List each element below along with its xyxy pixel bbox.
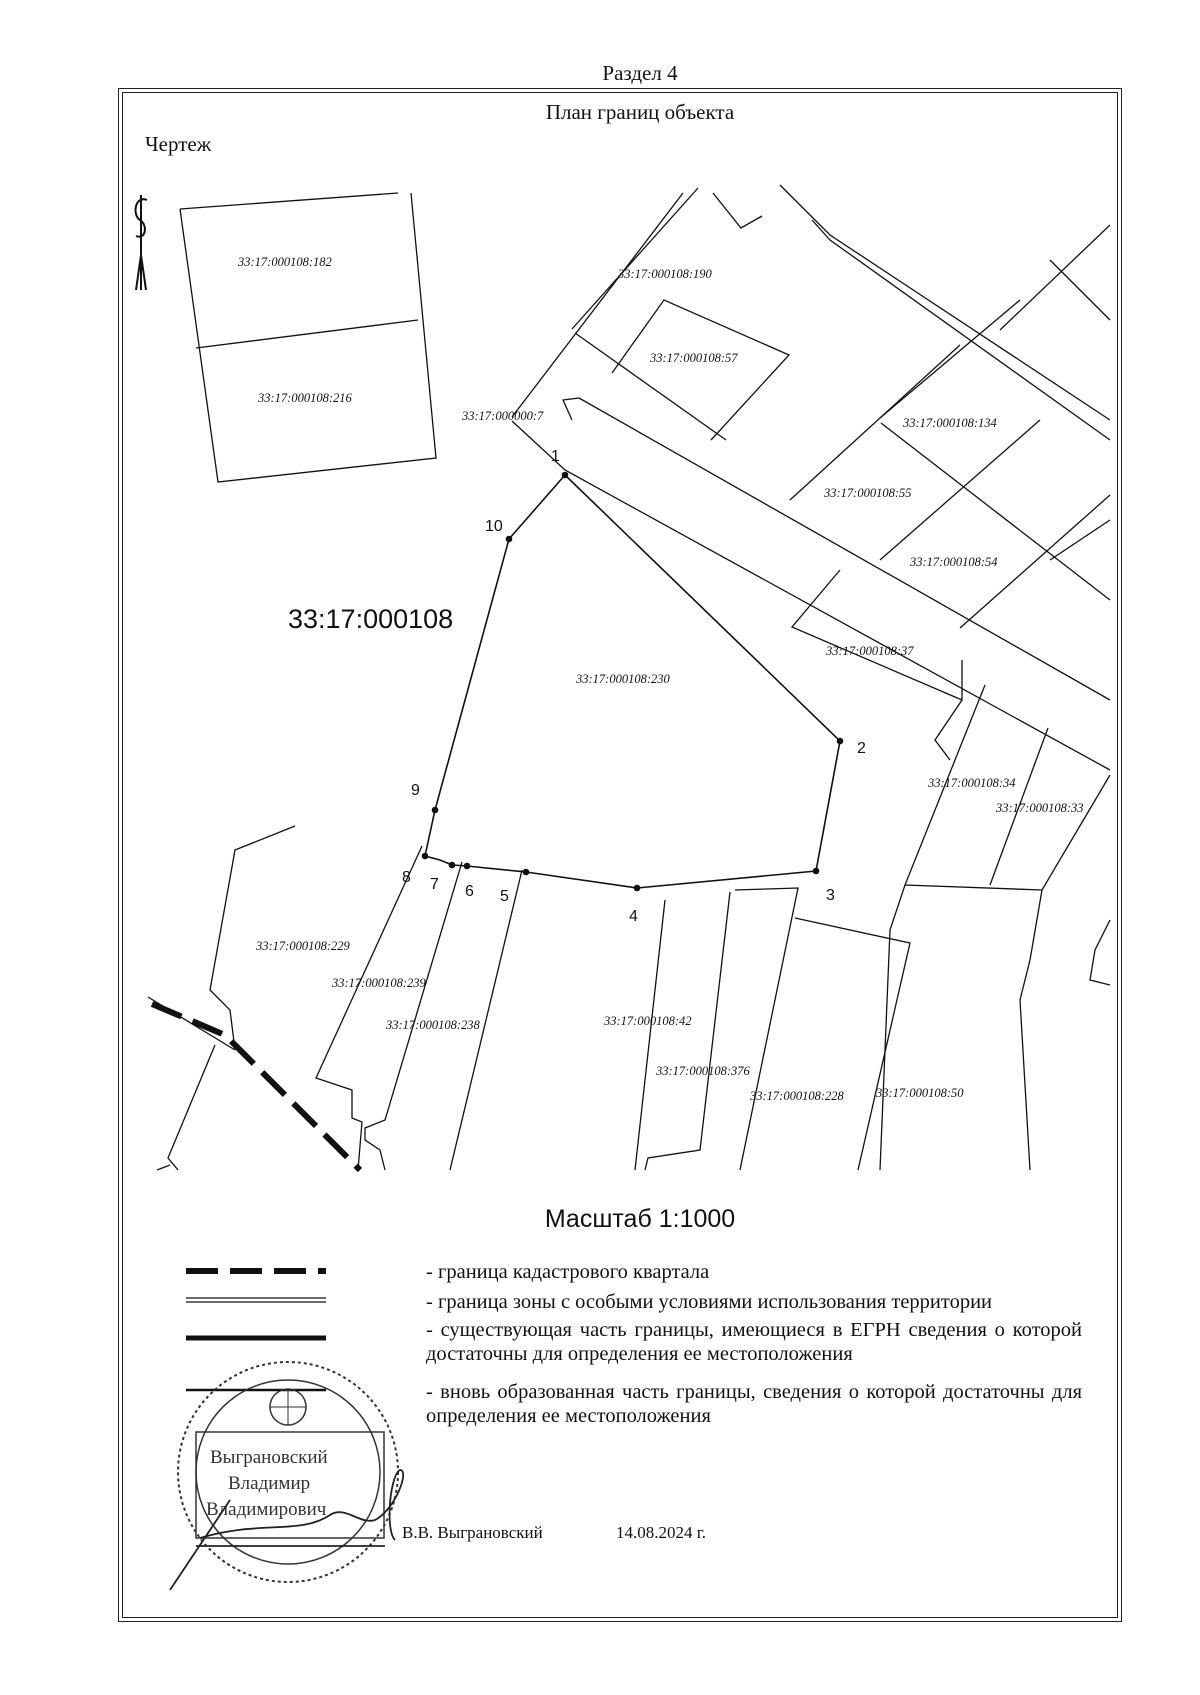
parcel-label: 33:17:000108:182 xyxy=(238,255,332,269)
parcel-label: 33:17:000108:54 xyxy=(910,555,998,569)
legend-item-existing-boundary: - существующая часть границы, имеющиеся в ЕГРН сведения о которой достаточны для определения ее местоположения xyxy=(426,1319,1082,1365)
point-label: 9 xyxy=(411,782,420,799)
point-label: 2 xyxy=(857,740,866,757)
point-label: 8 xyxy=(402,869,411,886)
parcel-label: 33:17:000108:134 xyxy=(903,416,997,430)
section-title: Раздел 4 xyxy=(602,61,678,85)
cadastral-quarter-boundary xyxy=(152,1004,360,1170)
point-label: 4 xyxy=(629,908,638,925)
parcel-label: 33:17:000108:190 xyxy=(618,267,712,281)
parcel-label: 33:17:000108:238 xyxy=(386,1018,480,1032)
parcel-label: 33:17:000108:55 xyxy=(824,486,912,500)
point-label: 1 xyxy=(551,448,560,465)
legend-item-quarter-boundary: - граница кадастрового квартала xyxy=(426,1261,710,1283)
stamp-line-1: Выграновский xyxy=(210,1447,328,1468)
quarter-number: 33:17:000108 xyxy=(288,604,454,634)
parcel-labels xyxy=(237,255,1084,1103)
point-label: 6 xyxy=(465,883,474,900)
parcel-label: 33:17:000108:230 xyxy=(576,672,670,686)
drawing-label: Чертеж xyxy=(145,132,212,156)
parcel-label: 33:17:000000:7 xyxy=(462,409,544,423)
parcel-label: 33:17:000108:50 xyxy=(876,1086,964,1100)
parcel-label: 33:17:000108:228 xyxy=(750,1089,844,1103)
plan-title: План границ объекта xyxy=(545,100,735,124)
point-label: 7 xyxy=(430,876,439,893)
point-labels xyxy=(402,448,866,925)
signature-date: 14.08.2024 г. xyxy=(616,1523,707,1542)
parcel-label: 33:17:000108:216 xyxy=(258,391,352,405)
signer-name: В.В. Выграновский xyxy=(402,1523,543,1542)
parcel-label: 33:17:000108:229 xyxy=(256,939,350,953)
parcel-label: 33:17:000108:42 xyxy=(604,1014,692,1028)
north-arrow-icon xyxy=(136,195,147,290)
legend-symbols xyxy=(186,1271,326,1390)
point-label: 5 xyxy=(500,888,509,905)
parcel-label: 33:17:000108:57 xyxy=(650,351,738,365)
scale-label: Масштаб 1:1000 xyxy=(544,1205,736,1233)
parcel-label: 33:17:000108:376 xyxy=(656,1064,750,1078)
point-label: 3 xyxy=(826,887,835,904)
legend-item-special-zone: - граница зоны с особыми условиями использования территории xyxy=(426,1291,993,1313)
parcel-label: 33:17:000108:239 xyxy=(332,976,426,990)
legend-item-new-boundary: - вновь образованная часть границы, сведения о которой достаточны для определения ее местоположения xyxy=(426,1381,1082,1427)
stamp-line-2: Владимир xyxy=(228,1473,311,1494)
point-label: 10 xyxy=(485,518,503,535)
parcel-label: 33:17:000108:34 xyxy=(928,776,1016,790)
engineer-stamp xyxy=(178,1362,398,1582)
stamp-line-3: Владимирович xyxy=(206,1499,327,1520)
parcel-label: 33:17:000108:37 xyxy=(826,644,914,658)
parcel-label: 33:17:000108:33 xyxy=(996,801,1084,815)
